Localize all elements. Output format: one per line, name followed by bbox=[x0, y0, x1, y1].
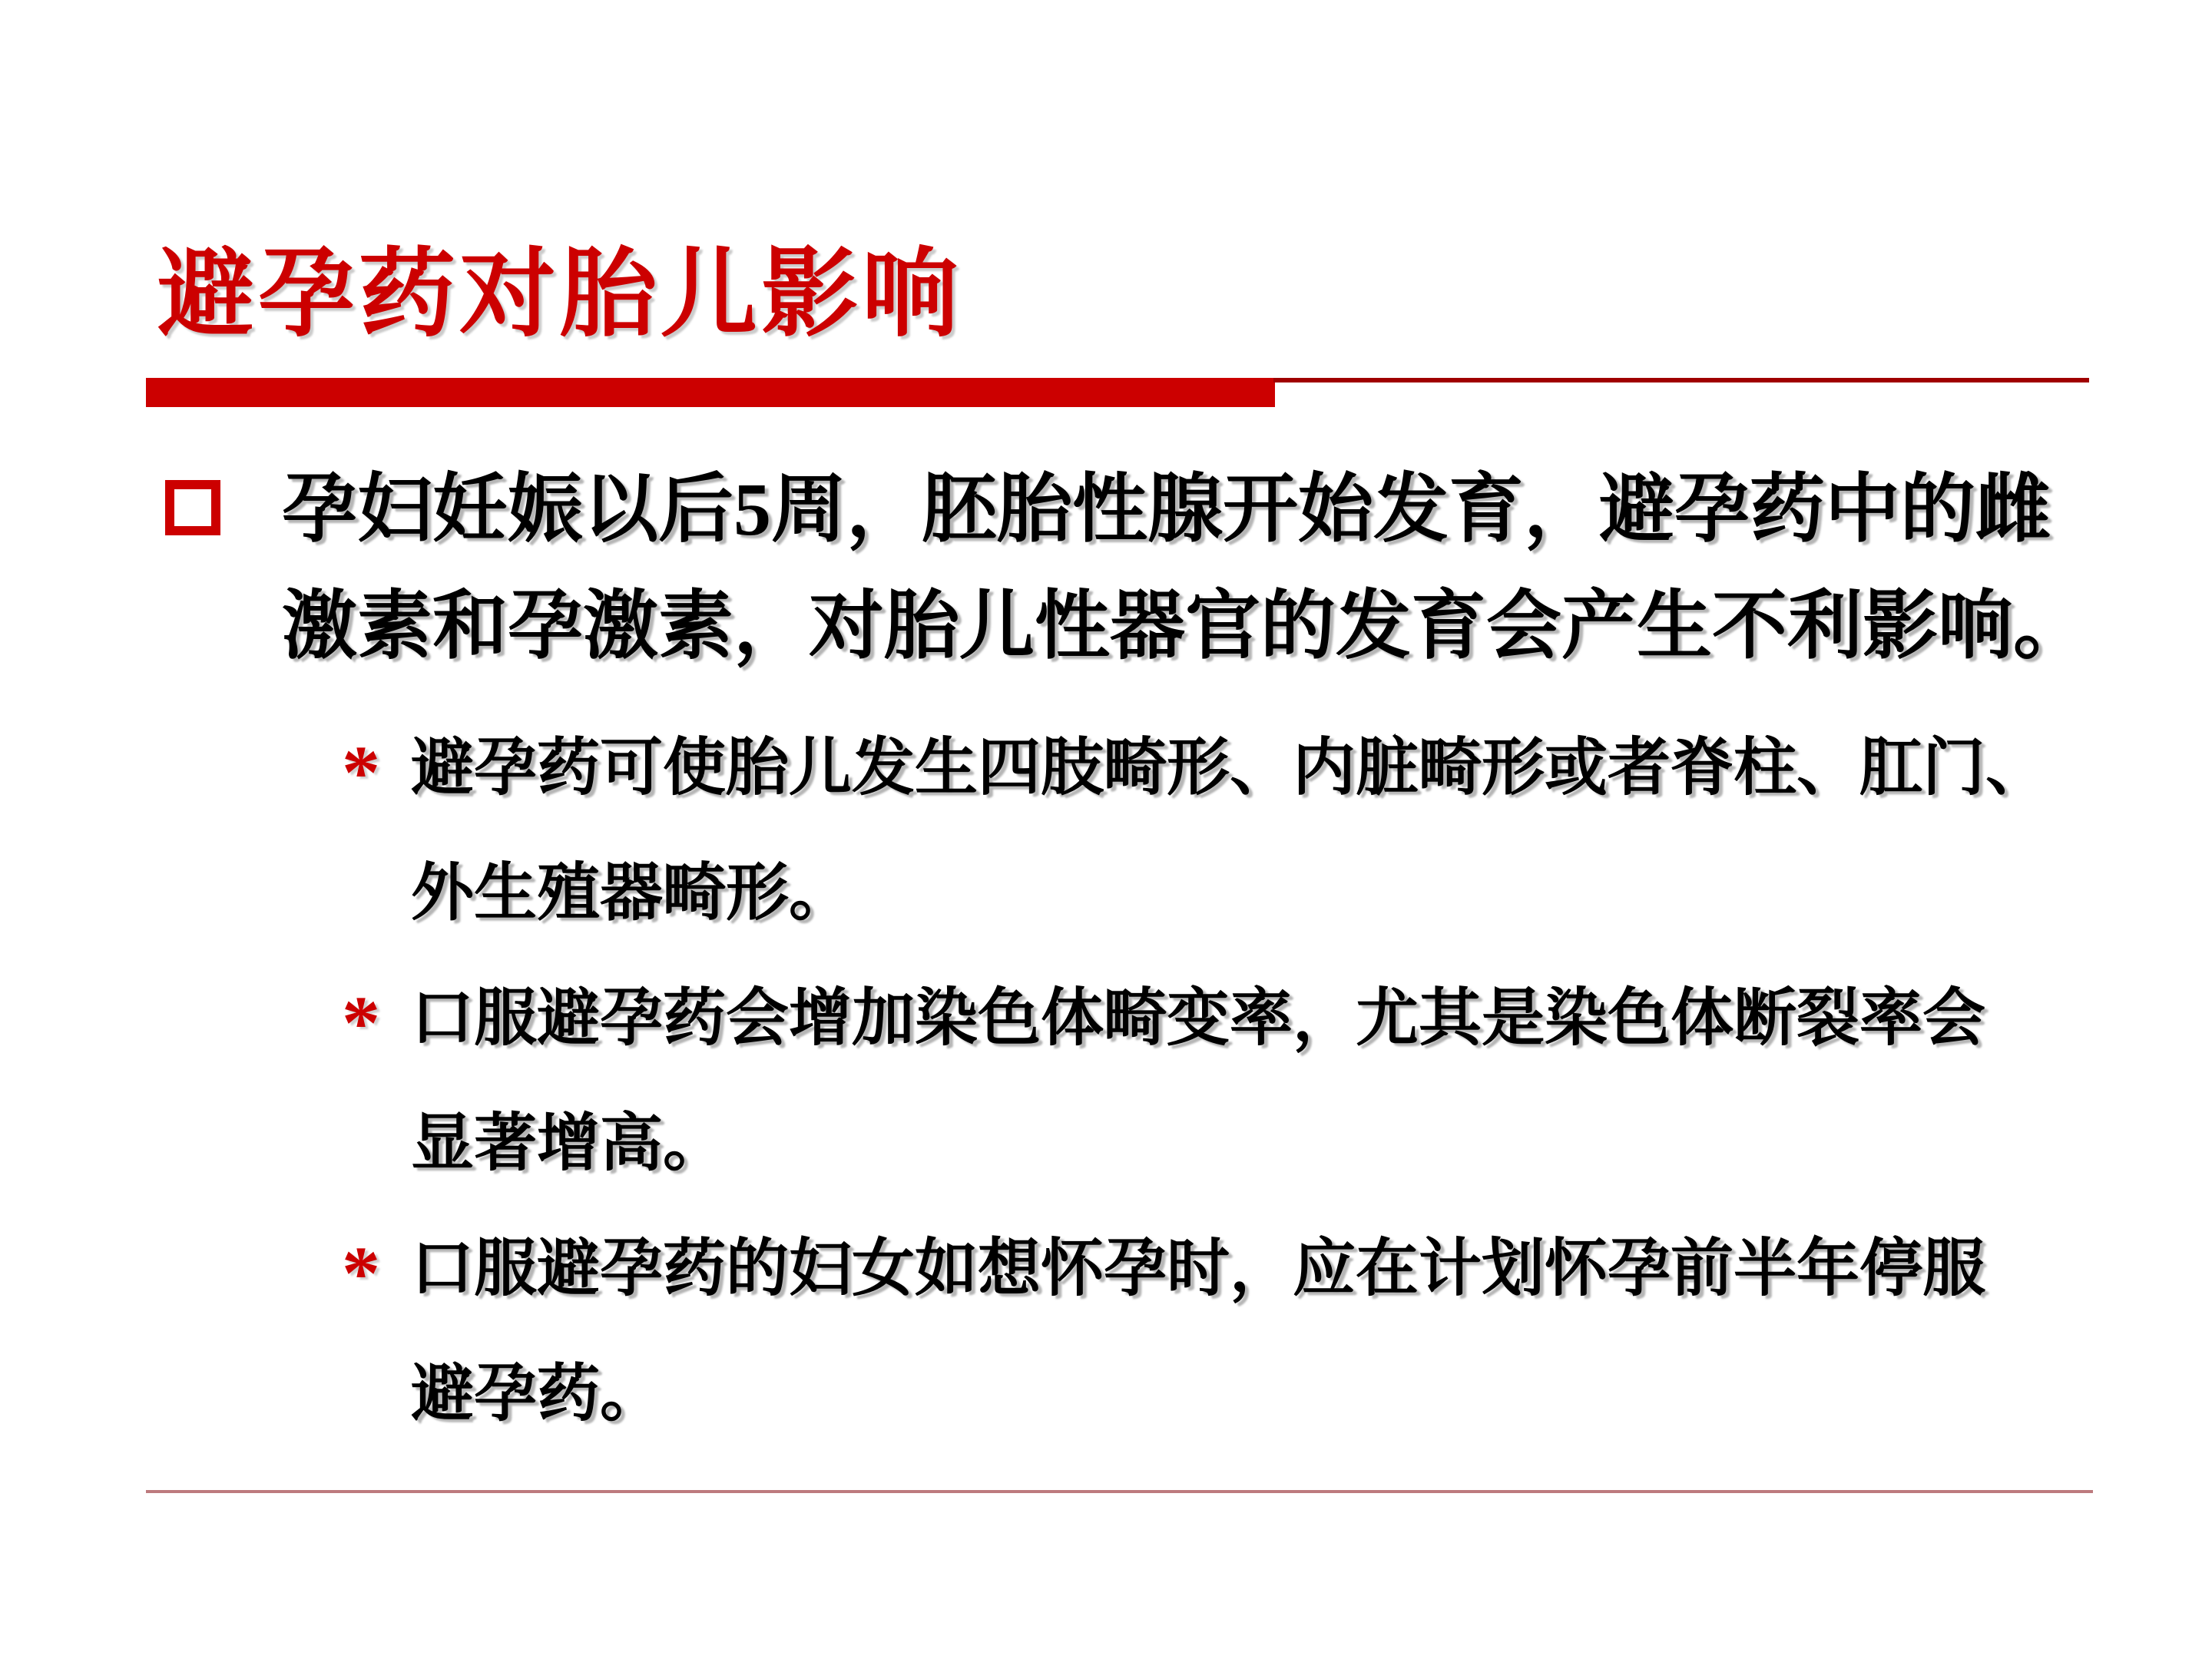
sub-bullet-line: 口服避孕药会增加染色体畸变率，尤其是染色体断裂率会 bbox=[411, 983, 1986, 1053]
asterisk-bullet-icon: * bbox=[342, 980, 380, 1065]
sub-bullet-line: 避孕药可使胎儿发生四肢畸形、内脏畸形或者脊柱、肛门、 bbox=[411, 733, 2049, 803]
asterisk-bullet-icon: * bbox=[342, 1230, 380, 1316]
title-underline-rule bbox=[1273, 378, 2089, 382]
main-bullet-line: 激素和孕激素，对胎儿性器官的发育会产生不利影响。 bbox=[282, 585, 2089, 668]
sub-bullet-item bbox=[342, 1206, 2048, 1456]
sub-bullet-line: 避孕药。 bbox=[411, 1359, 664, 1429]
sub-bullet-item bbox=[342, 705, 2049, 955]
slide-title: 避孕药对胎儿影响 bbox=[157, 242, 962, 349]
open-square-bullet-icon bbox=[165, 480, 220, 535]
title-underline-bar bbox=[146, 378, 1275, 407]
sub-bullet-line: 显著增高。 bbox=[411, 1108, 727, 1178]
sub-bullet-line: 外生殖器畸形。 bbox=[411, 858, 853, 928]
sub-bullet-item bbox=[342, 955, 2048, 1206]
sub-bullet-list bbox=[342, 705, 2049, 1456]
asterisk-bullet-icon: * bbox=[342, 730, 380, 815]
footer-divider-line bbox=[146, 1490, 2093, 1493]
sub-bullet-line: 口服避孕药的妇女如想怀孕时，应在计划怀孕前半年停服 bbox=[411, 1233, 1986, 1303]
main-bullet-line: 孕妇妊娠以后5周，胚胎性腺开始发育，避孕药中的雌 bbox=[282, 469, 2051, 551]
main-bullet-paragraph bbox=[282, 452, 2088, 685]
